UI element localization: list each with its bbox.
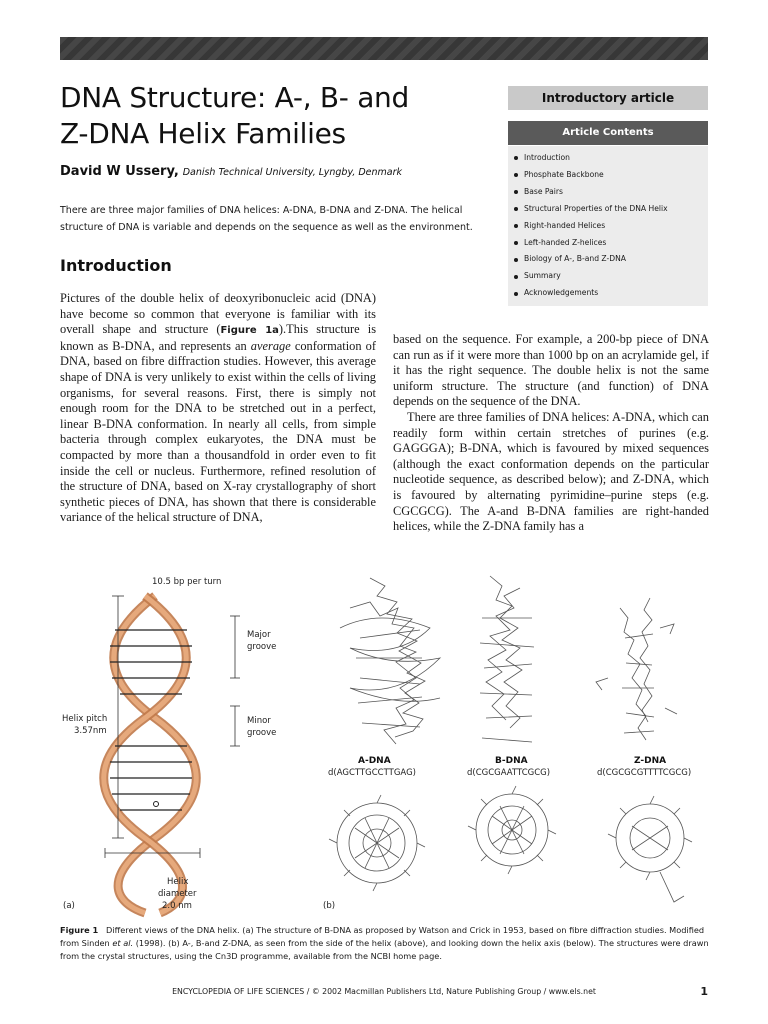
contents-item[interactable]: [514, 285, 708, 302]
contents-item[interactable]: [514, 201, 708, 218]
author-name: David W Ussery,: [60, 164, 179, 179]
bullet-icon: [514, 292, 518, 296]
label-major-groove-1: Major: [247, 630, 271, 640]
label-helix-diameter-1: Helix: [167, 877, 189, 887]
emphasis-text: average: [250, 338, 291, 353]
intro-paragraph-1: [60, 291, 376, 526]
contents-item[interactable]: [514, 167, 708, 184]
caption-emphasis: et al.: [112, 938, 134, 948]
section-heading-introduction: Introduction: [60, 256, 172, 275]
z-dna-side-view: [596, 598, 677, 740]
contents-item[interactable]: [514, 268, 708, 285]
text-run: Pictures of the double helix of deoxyribonucleic acid (DNA) have become so common that everyone is familiar with its overall shape and structure (: [60, 291, 376, 337]
bullet-icon: [514, 224, 518, 228]
article-contents-list: [508, 146, 708, 306]
contents-item-label: Left-handed Z-helices: [524, 237, 607, 247]
label-helix-diameter-2: diameter: [158, 889, 197, 899]
text-run: conformation of DNA, based on fibre diffraction studies. However, this average shape of DNA is very unlikely to exist within the cells of living organisms, for several reasons. First, there is simply not enough room for the DNA to be stretched out in a perfect, linear B-DNA conformation. In nearly all cells, from simple bacteria through complex eukaryotes, the DNA must be compacted by more than a thousandfold in order even to fit inside the cell or nucleus. Furthermore, refined resolution of the structure of DNA, based on X-ray crystallography of short synthetic pieces of DNA, has shown that there is considerable variance of the helical structure of DNA,: [60, 338, 376, 525]
contents-item-label: Structural Properties of the DNA Helix: [524, 203, 668, 213]
caption-label: Figure 1: [60, 925, 99, 935]
label-helix-pitch-2: 3.57nm: [74, 726, 107, 736]
contents-item[interactable]: [514, 150, 708, 167]
contents-item-label: Base Pairs: [524, 186, 563, 196]
title-line-2: Z-DNA Helix Families: [60, 117, 346, 150]
text-run: ).This structure is known as B-DNA, and represents an: [60, 322, 377, 353]
abstract: There are three major families of DNA helices: A-DNA, B-DNA and Z-DNA. The helical structure of DNA is variable and depends on the sequence as well as the environment.: [60, 205, 473, 233]
page-footer: ENCYCLOPEDIA OF LIFE SCIENCES / © 2002 Macmillan Publishers Ltd, Nature Publishing Group / www.els.net: [172, 987, 596, 996]
panel-label-a: (a): [63, 901, 75, 911]
figure-reference-link[interactable]: Figure 1a: [220, 325, 279, 337]
contents-item[interactable]: [514, 235, 708, 252]
double-helix-diagram: [104, 596, 240, 913]
label-bp-per-turn: 10.5 bp per turn: [152, 577, 222, 587]
caption-text: Different views of the DNA helix. (a) The structure of B-DNA as proposed by Watson and Crick in 1953, based on fibre diffraction studies. Modified from Sinden: [60, 925, 705, 948]
intro-paragraph-3: There are three families of DNA helices: A-DNA, which can readily form within certain stretches of purines (e.g. GAGGGA); B-DNA, which is favoured by mixed sequences (although the exact conformation depends on the particular nucleotide sequence, as described below); and Z-DNA, which is favoured by alternating pyrimidine–purine steps (e.g. CGCGCG). The A-and B-DNA families are right-handed helices, while the Z-DNA family has a: [393, 409, 709, 534]
title-line-1: DNA Structure: A-, B- and: [60, 81, 409, 114]
bullet-icon: [514, 190, 518, 194]
structure-name-z-dna: Z-DNA: [634, 756, 667, 766]
label-helix-pitch-1: Helix pitch: [62, 714, 108, 724]
body-column-right: [393, 332, 709, 535]
label-minor-groove-1: Minor: [247, 716, 271, 726]
contents-item[interactable]: [514, 184, 708, 201]
structure-name-a-dna: A-DNA: [358, 756, 391, 766]
b-dna-side-view: [480, 576, 534, 742]
contents-item-label: Right-handed Helices: [524, 220, 606, 230]
structure-sequence-b-dna: d(CGCGAATTCGCG): [467, 768, 551, 778]
bullet-icon: [514, 258, 518, 262]
page-number: 1: [700, 985, 708, 998]
contents-item-label: Introduction: [524, 153, 570, 162]
header-decorative-bar: [60, 37, 708, 60]
contents-item[interactable]: [514, 251, 708, 268]
author-affiliation: Danish Technical University, Lyngby, Denmark: [182, 167, 403, 178]
bullet-icon: [514, 156, 518, 160]
article-contents-heading: Article Contents: [508, 121, 708, 145]
a-dna-top-view: [329, 795, 425, 891]
a-dna-side-view: [340, 578, 440, 744]
b-dna-top-view: [468, 786, 556, 874]
structure-sequence-a-dna: d(AGCTTGCCTTGAG): [328, 768, 416, 778]
structure-name-b-dna: B-DNA: [495, 756, 528, 766]
label-minor-groove-2: groove: [247, 728, 277, 738]
author-line: [60, 164, 402, 179]
contents-item-label: Biology of A-, B-and Z-DNA: [524, 254, 626, 264]
figure-1: [60, 568, 710, 918]
label-helix-diameter-3: 2.0 nm: [162, 901, 192, 911]
article-type-badge: Introductory article: [508, 86, 708, 110]
panel-label-b: (b): [323, 901, 336, 911]
z-dna-top-view: [608, 796, 692, 902]
bullet-icon: [514, 173, 518, 177]
bullet-icon: [514, 275, 518, 279]
article-title: [60, 80, 490, 152]
contents-item[interactable]: [514, 218, 708, 235]
intro-paragraph-2: based on the sequence. For example, a 200-bp piece of DNA can run as if it were more than 1000 bp on an acrylamide gel, if it has the right sequence. The double helix is not the same uniform structure. The structure (and function) of DNA depends on the sequence of the DNA.: [393, 332, 709, 409]
contents-item-label: Phosphate Backbone: [524, 169, 604, 179]
figure-caption: [60, 924, 710, 963]
body-column-left: [60, 291, 376, 526]
contents-item-label: Acknowledgements: [524, 288, 599, 298]
contents-item-label: Summary: [524, 271, 561, 281]
caption-text: (1998). (b) A-, B-and Z-DNA, as seen from the side of the helix (above), and looking down the helix axis (below). The structures were drawn from the crystal structures, using the Cn3D programme, available from the NCBI home page.: [60, 938, 709, 961]
bullet-icon: [514, 241, 518, 245]
structure-sequence-z-dna: d(CGCGCGTTTTCGCG): [597, 768, 692, 778]
bullet-icon: [514, 207, 518, 211]
label-major-groove-2: groove: [247, 642, 277, 652]
